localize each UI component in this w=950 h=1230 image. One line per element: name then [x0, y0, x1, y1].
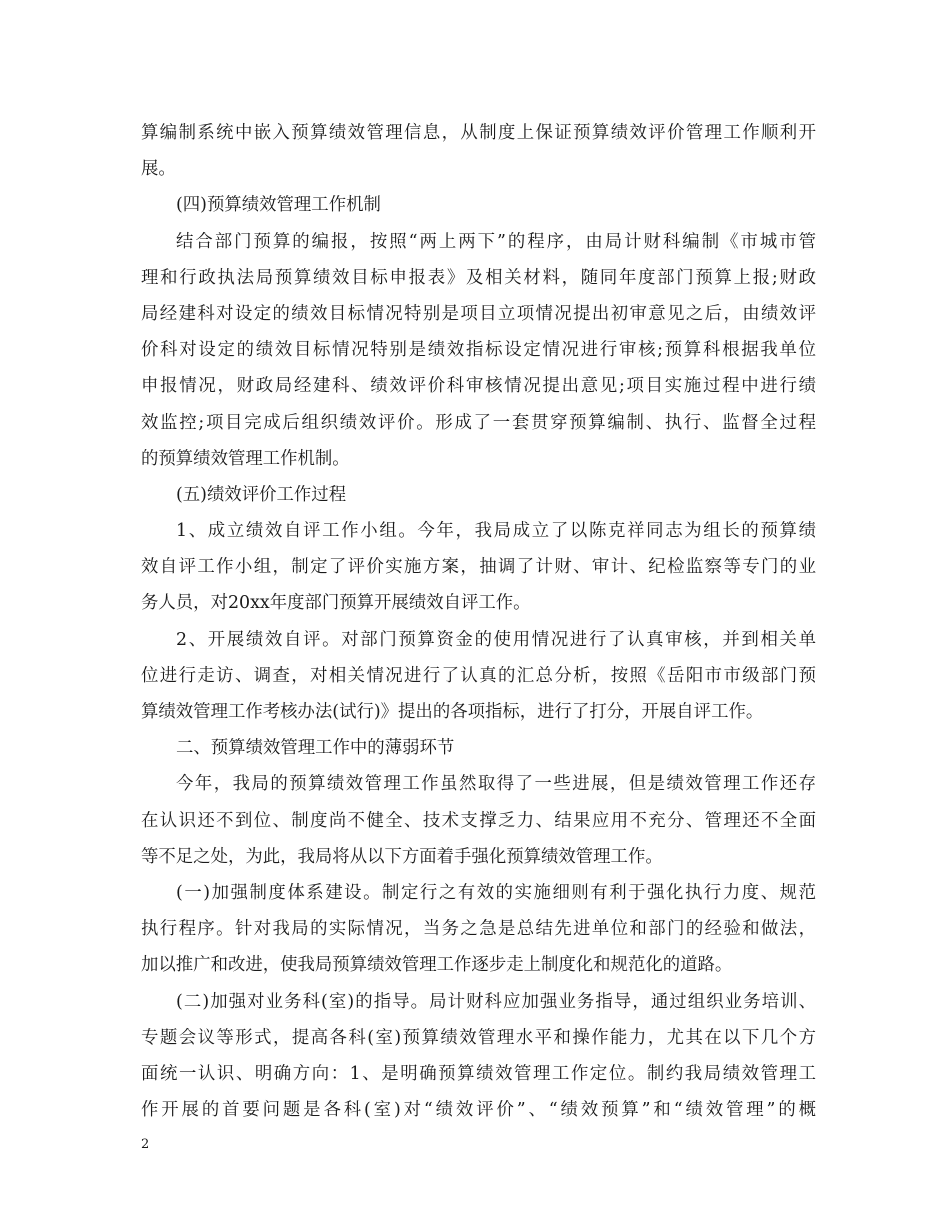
paragraph-line: 理和行政执法局预算绩效目标申报表》及相关材料，随同年度部门预算上报;财政 — [141, 267, 816, 288]
paragraph-line: (一)加强制度体系建设。制定行之有效的实施细则有利于强化执行力度、规范 — [176, 882, 816, 903]
paragraph-line: 在认识还不到位、制度尚不健全、技术支撑乏力、结果应用不充分、管理还不全面 — [141, 810, 816, 831]
paragraph-line: 执行程序。针对我局的实际情况，当务之急是总结先进单位和部门的经验和做法， — [141, 919, 816, 940]
page-number: 2 — [141, 1137, 150, 1152]
paragraph-line: 1、成立绩效自评工作小组。今年，我局成立了以陈克祥同志为组长的预算绩 — [176, 521, 816, 542]
paragraph-line: 作开展的首要问题是各科(室)对“绩效评价”、“绩效预算”和“绩效管理”的概 — [141, 1100, 816, 1121]
section-heading: 二、预算绩效管理工作中的薄弱环节 — [176, 738, 455, 759]
paragraph-line: 等不足之处，为此，我局将从以下方面着手强化预算绩效管理工作。 — [141, 846, 663, 867]
paragraph-line: 算绩效管理工作考核办法(试行)》提出的各项指标，进行了打分，开展自评工作。 — [141, 702, 764, 722]
paragraph-line: 的预算绩效管理工作机制。 — [141, 448, 350, 469]
paragraph-line: 2、开展绩效自评。对部门预算资金的使用情况进行了认真审核，并到相关单 — [176, 629, 816, 650]
paragraph-line: 效自评工作小组，制定了评价实施方案，抽调了计财、审计、纪检监察等专门的业 — [141, 557, 816, 578]
paragraph-line: 申报情况，财政局经建科、绩效评价科审核情况提出意见;项目实施过程中进行绩 — [141, 376, 816, 397]
paragraph-line: 局经建科对设定的绩效目标情况特别是项目立项情况提出初审意见之后，由绩效评 — [141, 303, 816, 324]
paragraph-line: 专题会议等形式，提高各科(室)预算绩效管理水平和操作能力，尤其在以下几个方 — [141, 1027, 816, 1048]
document-body — [141, 115, 816, 1128]
paragraph-line: 今年，我局的预算绩效管理工作虽然取得了一些进展，但是绩效管理工作还存 — [176, 774, 816, 795]
paragraph-line: 结合部门预算的编报，按照“两上两下”的程序，由局计财科编制《市城市管 — [176, 231, 816, 252]
paragraph-line: 位进行走访、调查，对相关情况进行了认真的汇总分析，按照《岳阳市市级部门预 — [141, 665, 816, 686]
paragraph-line: 面统一认识、明确方向：1、是明确预算绩效管理工作定位。制约我局绩效管理工 — [141, 1063, 816, 1084]
paragraph-line: 展。 — [141, 159, 176, 180]
paragraph-line: 价科对设定的绩效目标情况特别是绩效指标设定情况进行审核;预算科根据我单位 — [141, 340, 816, 361]
paragraph-line: 加以推广和改进，使我局预算绩效管理工作逐步走上制度化和规范化的道路。 — [141, 955, 733, 976]
paragraph-line: 效监控;项目完成后组织绩效评价。形成了一套贯穿预算编制、执行、监督全过程 — [141, 412, 816, 433]
section-heading: (五)绩效评价工作过程 — [176, 484, 347, 505]
paragraph-line: 算编制系统中嵌入预算绩效管理信息，从制度上保证预算绩效评价管理工作顺利开 — [141, 123, 816, 143]
paragraph-line: 务人员，对20xx年度部门预算开展绩效自评工作。 — [141, 593, 531, 614]
paragraph-line: (二)加强对业务科(室)的指导。局计财科应加强业务指导，通过组织业务培训、 — [176, 991, 816, 1012]
section-heading: (四)预算绩效管理工作机制 — [176, 195, 381, 216]
